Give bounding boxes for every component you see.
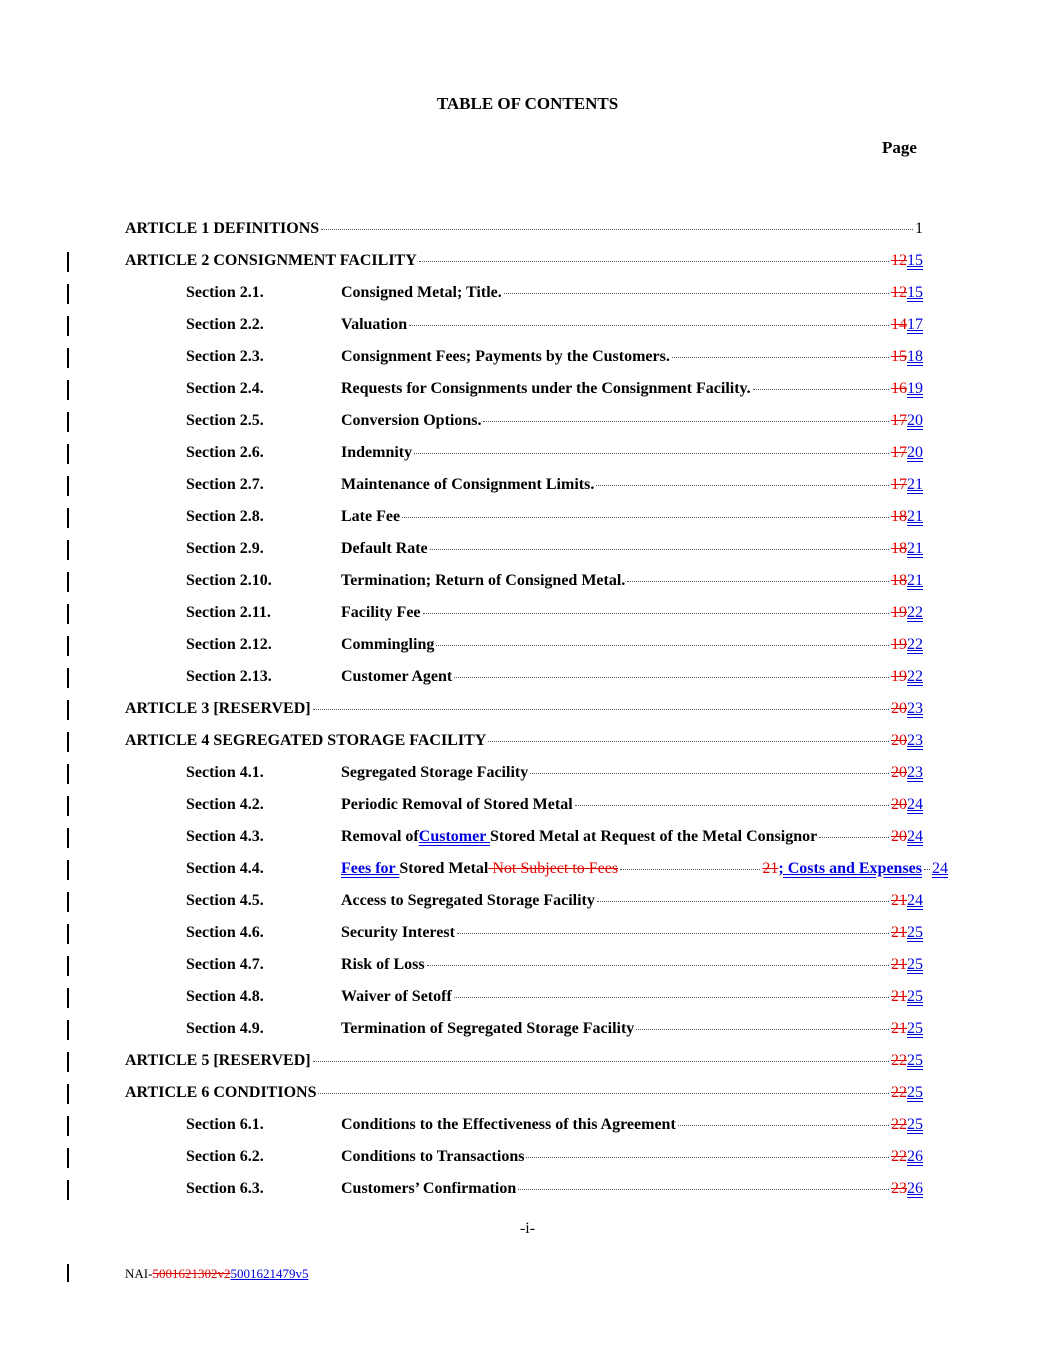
entry-title: Maintenance of Consignment Limits. [341, 476, 595, 493]
dot-leader [575, 805, 889, 806]
deleted-page-number: 17 [891, 412, 907, 429]
section-number: Section 6.3. [186, 1180, 264, 1197]
toc-entry-section-4-3[interactable] [186, 828, 923, 852]
toc-entry-section-2-2[interactable] [186, 316, 923, 340]
toc-entry-section-2-10[interactable] [186, 572, 923, 596]
dot-leader [321, 229, 913, 230]
entry-title: Consignment Fees; Payments by the Customers. [341, 348, 670, 365]
entry-title: Late Fee [341, 508, 401, 525]
inserted-page-number: 21 [907, 476, 923, 493]
dot-leader [530, 773, 889, 774]
toc-entry-section-6-1[interactable] [186, 1116, 923, 1140]
toc-entry-section-4-2[interactable] [186, 796, 923, 820]
toc-entry-article-2[interactable] [125, 252, 923, 276]
toc-entry-section-4-6[interactable] [186, 924, 923, 948]
dot-leader [483, 421, 889, 422]
deleted-page-number: 22 [891, 1052, 907, 1069]
entry-title: Termination; Return of Consigned Metal. [341, 572, 626, 589]
section-number: Section 6.1. [186, 1116, 264, 1133]
section-number: Section 2.5. [186, 412, 264, 429]
inserted-page-number: 25 [907, 988, 923, 1005]
deleted-page-number: 20 [891, 828, 907, 845]
toc-entry-section-2-3[interactable] [186, 348, 923, 372]
dot-leader [427, 965, 889, 966]
toc-entry-section-2-4[interactable] [186, 380, 923, 404]
inserted-page-number: 23 [907, 732, 923, 749]
dot-leader [313, 709, 889, 710]
entry-title: ARTICLE 4 SEGREGATED STORAGE FACILITY [125, 732, 487, 749]
inserted-page-number: 25 [907, 924, 923, 941]
inserted-page-number: 20 [907, 412, 923, 429]
change-bar [67, 380, 69, 400]
deleted-page-number: 23 [891, 1180, 907, 1197]
inserted-title-text: Fees for [341, 860, 400, 877]
inserted-page-number: 21 [907, 572, 923, 589]
toc-entry-section-2-1[interactable] [186, 284, 923, 308]
change-bar [67, 316, 69, 336]
dot-leader [597, 901, 889, 902]
entry-title: Indemnity [341, 444, 413, 461]
toc-entry-section-4-8[interactable] [186, 988, 923, 1012]
change-bar [67, 604, 69, 624]
change-bar [67, 1116, 69, 1136]
section-number: Section 4.7. [186, 956, 264, 973]
deleted-page-number: 21 [762, 860, 779, 877]
toc-entry-section-4-1[interactable] [186, 764, 923, 788]
toc-entry-section-2-5[interactable] [186, 412, 923, 436]
change-bar [67, 540, 69, 560]
toc-entry-section-4-4[interactable] [186, 860, 948, 884]
entry-title: Conversion Options. [341, 412, 482, 429]
section-number: Section 2.11. [186, 604, 271, 621]
deleted-page-number: 22 [891, 1084, 907, 1101]
inserted-page-number: 24 [932, 860, 948, 877]
change-bar [67, 828, 69, 848]
inserted-page-number: 19 [907, 380, 923, 397]
inserted-page-number: 23 [907, 764, 923, 781]
entry-title: Security Interest [341, 924, 455, 941]
document-id [125, 1266, 308, 1282]
deleted-page-number: 20 [891, 764, 907, 781]
entry-title: Periodic Removal of Stored Metal [341, 796, 573, 813]
entry-title: Termination of Segregated Storage Facility [341, 1020, 635, 1037]
entry-title: Facility Fee [341, 604, 421, 621]
change-bar [67, 284, 69, 304]
dot-leader [488, 741, 889, 742]
deleted-page-number: 12 [891, 284, 907, 301]
inserted-page-number: 22 [907, 636, 923, 653]
deleted-doc-id: 5001621302v2 [152, 1266, 231, 1281]
inserted-page-number: 26 [907, 1180, 923, 1197]
toc-entry-section-4-9[interactable] [186, 1020, 923, 1044]
inserted-doc-id: 5001621479v5 [230, 1266, 309, 1281]
change-bar [67, 956, 69, 976]
toc-entry-section-2-13[interactable] [186, 668, 923, 692]
section-number: Section 4.6. [186, 924, 264, 941]
section-number: Section 6.2. [186, 1148, 264, 1165]
section-number: Section 2.6. [186, 444, 264, 461]
change-bar [67, 572, 69, 592]
dot-leader [454, 997, 889, 998]
change-bar [67, 1264, 69, 1282]
toc-entry-section-6-3[interactable] [186, 1180, 923, 1204]
change-bar [67, 700, 69, 720]
section-number: Section 2.13. [186, 668, 272, 685]
section-number: Section 4.8. [186, 988, 264, 1005]
entry-title-part: Stored Metal [399, 860, 489, 877]
dot-leader [753, 389, 889, 390]
inserted-page-number: 24 [907, 828, 923, 845]
inserted-page-number: 25 [907, 956, 923, 973]
deleted-page-number: 21 [891, 924, 907, 941]
inserted-page-number: 24 [907, 892, 923, 909]
entry-title: Customers’ Confirmation [341, 1180, 517, 1197]
entry-title: ARTICLE 3 [RESERVED] [125, 700, 311, 717]
change-bar [67, 1052, 69, 1072]
entry-title: Conditions to Transactions [341, 1148, 525, 1165]
change-bar [67, 860, 69, 880]
dot-leader [518, 1189, 889, 1190]
deleted-page-number: 19 [891, 668, 907, 685]
dot-leader [924, 869, 930, 870]
toc-entry-article-3[interactable] [125, 700, 923, 724]
entry-title: Consigned Metal; Title. [341, 284, 502, 301]
deleted-page-number: 21 [891, 1020, 907, 1037]
dot-leader [419, 261, 889, 262]
section-number: Section 2.3. [186, 348, 264, 365]
inserted-page-number: 25 [907, 1084, 923, 1101]
deleted-page-number: 20 [891, 796, 907, 813]
inserted-page-number: 22 [907, 668, 923, 685]
dot-leader [402, 517, 889, 518]
entry-title: ARTICLE 2 CONSIGNMENT FACILITY [125, 252, 417, 269]
change-bar [67, 732, 69, 752]
entry-title: ARTICLE 6 CONDITIONS [125, 1084, 317, 1101]
dot-leader [423, 613, 889, 614]
deleted-page-number: 17 [891, 444, 907, 461]
dot-leader [436, 645, 889, 646]
deleted-page-number: 20 [891, 732, 907, 749]
inserted-page-number: 25 [907, 1116, 923, 1133]
toc-entry-section-4-7[interactable] [186, 956, 923, 980]
section-number: Section 2.9. [186, 540, 264, 557]
toc-entry-section-2-8[interactable] [186, 508, 923, 532]
inserted-page-number: 17 [907, 316, 923, 333]
dot-leader [318, 1093, 889, 1094]
deleted-page-number: 16 [891, 380, 907, 397]
inserted-page-number: 24 [907, 796, 923, 813]
toc-entry-section-2-11[interactable] [186, 604, 923, 628]
inserted-page-number: 21 [907, 508, 923, 525]
dot-leader [819, 837, 889, 838]
inserted-page-number: 23 [907, 700, 923, 717]
dot-leader [454, 677, 889, 678]
toc-title: TABLE OF CONTENTS [436, 94, 619, 113]
entry-title: ARTICLE 5 [RESERVED] [125, 1052, 311, 1069]
change-bar [67, 412, 69, 432]
change-bar [67, 1180, 69, 1200]
inserted-page-number: 15 [907, 284, 923, 301]
doc-id-prefix: NAI- [125, 1266, 153, 1281]
inserted-page-number: 15 [907, 252, 923, 269]
dot-leader [313, 1061, 889, 1062]
toc-entry-section-2-6[interactable] [186, 444, 923, 468]
page-column-header: Page [882, 138, 917, 157]
inserted-page-number: 26 [907, 1148, 923, 1165]
entry-title: Valuation [341, 316, 408, 333]
toc-entry-article-6[interactable] [125, 1084, 923, 1108]
deleted-page-number: 21 [891, 988, 907, 1005]
toc-entry-section-4-5[interactable] [186, 892, 923, 916]
entry-title: Segregated Storage Facility [341, 764, 529, 781]
section-number: Section 2.2. [186, 316, 264, 333]
entry-title: Conditions to the Effectiveness of this Agreement [341, 1116, 676, 1133]
deleted-page-number: 19 [891, 604, 907, 621]
change-bar [67, 1084, 69, 1104]
inserted-page-number: 18 [907, 348, 923, 365]
section-number: Section 2.8. [186, 508, 264, 525]
entry-title: Waiver of Setoff [341, 988, 452, 1005]
inserted-title-text: Customer [418, 828, 491, 845]
dot-leader [678, 1125, 889, 1126]
change-bar [67, 796, 69, 816]
entry-title: Commingling [341, 636, 435, 653]
section-number: Section 4.4. [186, 860, 264, 877]
entry-title: Access to Segregated Storage Facility [341, 892, 595, 909]
dot-leader [504, 293, 889, 294]
section-number: Section 4.9. [186, 1020, 264, 1037]
dot-leader [620, 869, 760, 870]
inserted-page-number: 20 [907, 444, 923, 461]
toc-entry-article-4[interactable] [125, 732, 923, 756]
dot-leader [409, 325, 889, 326]
section-number: Section 2.10. [186, 572, 272, 589]
toc-entry-section-6-2[interactable] [186, 1148, 923, 1172]
deleted-page-number: 18 [891, 572, 907, 589]
dot-leader [672, 357, 889, 358]
entry-title-part: Removal of [341, 828, 419, 845]
entry-title: Requests for Consignments under the Consignment Facility. [341, 380, 751, 397]
inserted-page-number: 22 [907, 604, 923, 621]
deleted-page-number: 18 [891, 508, 907, 525]
deleted-page-number: 19 [891, 636, 907, 653]
inserted-page-number: 21 [907, 540, 923, 557]
dot-leader [636, 1029, 889, 1030]
change-bar [67, 668, 69, 688]
deleted-page-number: 14 [891, 316, 907, 333]
change-bar [67, 348, 69, 368]
entry-title: Customer Agent [341, 668, 453, 685]
deleted-page-number: 12 [891, 252, 907, 269]
entry-title: Default Rate [341, 540, 428, 557]
change-bar [67, 476, 69, 496]
section-number: Section 2.1. [186, 284, 264, 301]
inserted-page-number: 25 [907, 1052, 923, 1069]
toc-entry-section-2-12[interactable] [186, 636, 923, 660]
change-bar [67, 988, 69, 1008]
inserted-title-text: ; Costs and Expenses [778, 860, 922, 877]
entry-title-part: Stored Metal at Request of the Metal Consignor [490, 828, 818, 845]
toc-entry-section-2-9[interactable] [186, 540, 923, 564]
change-bar [67, 636, 69, 656]
section-number: Section 4.5. [186, 892, 264, 909]
dot-leader [414, 453, 889, 454]
entry-title: ARTICLE 1 DEFINITIONS [125, 220, 320, 237]
change-bar [67, 252, 69, 272]
deleted-page-number: 22 [891, 1116, 907, 1133]
change-bar [67, 508, 69, 528]
toc-entry-section-2-7[interactable] [186, 476, 923, 500]
deleted-page-number: 20 [891, 700, 907, 717]
change-bar [67, 892, 69, 912]
change-bar [67, 1020, 69, 1040]
section-number: Section 2.4. [186, 380, 264, 397]
change-bar [67, 1148, 69, 1168]
deleted-title-text: Not Subject to Fees [488, 860, 619, 877]
deleted-page-number: 18 [891, 540, 907, 557]
toc-entry-article-1[interactable] [125, 220, 923, 244]
footer-page-number: -i- [519, 1220, 536, 1237]
dot-leader [596, 485, 889, 486]
dot-leader [627, 581, 889, 582]
dot-leader [526, 1157, 889, 1158]
change-bar [67, 924, 69, 944]
deleted-page-number: 21 [891, 956, 907, 973]
section-number: Section 2.7. [186, 476, 264, 493]
dot-leader [457, 933, 889, 934]
inserted-page-number: 25 [907, 1020, 923, 1037]
deleted-page-number: 22 [891, 1148, 907, 1165]
change-bar [67, 444, 69, 464]
section-number: Section 2.12. [186, 636, 272, 653]
section-number: Section 4.2. [186, 796, 264, 813]
deleted-page-number: 15 [891, 348, 907, 365]
change-bar [67, 764, 69, 784]
toc-entry-article-5[interactable] [125, 1052, 923, 1076]
page-number: 1 [915, 220, 923, 237]
deleted-page-number: 21 [891, 892, 907, 909]
section-number: Section 4.3. [186, 828, 264, 845]
section-number: Section 4.1. [186, 764, 264, 781]
deleted-page-number: 17 [891, 476, 907, 493]
entry-title: Risk of Loss [341, 956, 425, 973]
dot-leader [430, 549, 889, 550]
